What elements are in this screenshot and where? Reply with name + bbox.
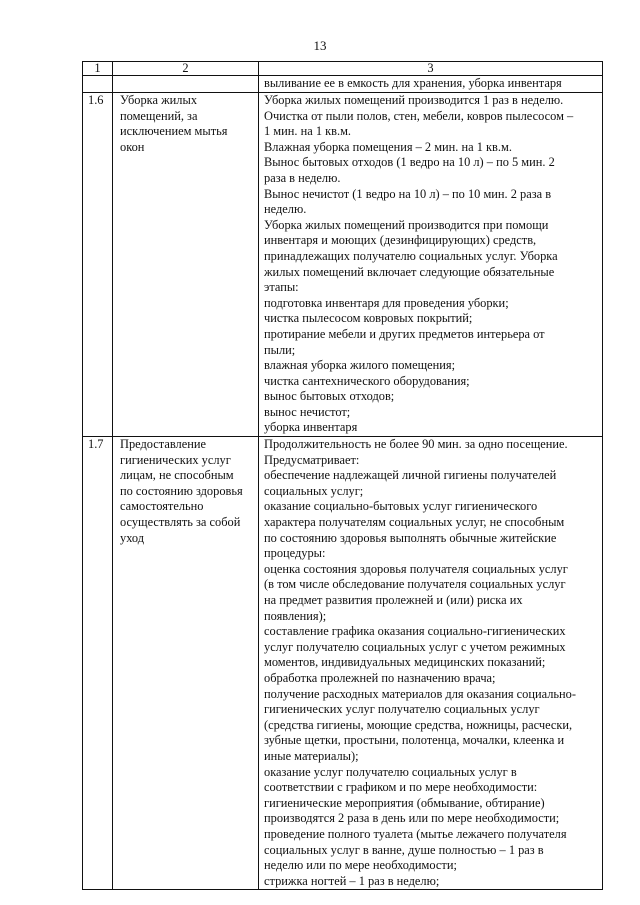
description-line: чистка сантехнического оборудования;: [264, 373, 470, 388]
description-line: протирание мебели и других предметов интерьера от: [264, 326, 545, 341]
description-line: социальных услуг;: [264, 483, 364, 498]
description-line: неделю.: [264, 202, 307, 217]
description-line: гигиенические мероприятия (обмывание, обтирание): [264, 795, 545, 810]
description-line: услуг получателю социальных услуг с учетом режимных: [264, 639, 566, 654]
description-line: моментов, индивидуальных медицинских показаний;: [264, 655, 546, 670]
services-table: [82, 61, 603, 890]
description-line: Предусматривает:: [264, 452, 360, 467]
description-line: появления);: [264, 608, 327, 623]
table-header-row: [83, 62, 603, 76]
description-line: вынос бытовых отходов;: [264, 389, 395, 404]
continuation-row: [83, 76, 603, 93]
continuation-text: выливание ее в емкость для хранения, уборка инвентаря: [259, 76, 603, 93]
description-line: оценка состояния здоровья получателя социальных услуг: [264, 561, 568, 576]
description-line: Уборка жилых помещений производится 1 раз в неделю.: [264, 93, 564, 107]
description-line: инвентаря и моющих (дезинфицирующих) средств,: [264, 233, 537, 248]
description-line: 1 мин. на 1 кв.м.: [264, 124, 352, 139]
header-cell-1: 1: [83, 62, 113, 76]
description-line: зубные щетки, простыни, полотенца, мочалки, клеенка и: [264, 733, 565, 748]
description-line: Уборка жилых помещений производится при помощи: [264, 217, 549, 232]
description-line: этапы:: [264, 280, 299, 295]
description-line: оказание социально-бытовых услуг гигиенического: [264, 499, 538, 514]
row-number: 1.6: [83, 93, 113, 437]
description-line: составление графика оказания социально-гигиенических: [264, 624, 566, 639]
description-line: процедуры:: [264, 546, 326, 561]
description-line: (в том числе обследование получателя социальных услуг: [264, 577, 566, 592]
description-line: жилых помещений включает следующие обязательные: [264, 264, 555, 279]
description-line: оказание услуг получателю социальных услуг в: [264, 764, 517, 779]
service-description: [259, 437, 603, 890]
description-line: пыли;: [264, 342, 296, 357]
page-number: 13: [313, 38, 327, 53]
description-line: (средства гигиены, моющие средства, ножницы, расчески,: [264, 717, 573, 732]
description-line: характера получателям социальных услуг, не способным: [264, 515, 565, 530]
row-number: 1.7: [83, 437, 113, 890]
description-line: социальных услуг в ванне, душе полностью – 1 раз в: [264, 842, 544, 857]
description-line: влажная уборка жилого помещения;: [264, 358, 456, 373]
description-line: Вынос бытовых отходов (1 ведро на 10 л) – по 5 мин. 2: [264, 155, 555, 170]
description-line: производятся 2 раза в день или по мере необходимости;: [264, 811, 560, 826]
description-line: обработка пролежней по назначению врача;: [264, 670, 496, 685]
service-description: [259, 93, 603, 437]
description-line: получение расходных материалов для оказания социально-: [264, 686, 577, 701]
description-line: подготовка инвентаря для проведения уборки;: [264, 295, 509, 310]
header-cell-2: 2: [113, 62, 259, 76]
description-line: гигиенических услуг получателю социальных услуг: [264, 702, 540, 717]
description-line: Очистка от пыли полов, стен, мебели, ковров пылесосом –: [264, 108, 574, 123]
description-line: соответствии с графиком и по мере необходимости:: [264, 780, 538, 795]
service-name: Предоставление гигиенических услуг лицам, не способным по состоянию здоровья самостоятельно осуществлять за собой уход: [120, 437, 243, 545]
description-line: уборка инвентаря: [264, 420, 358, 435]
description-line: вынос нечистот;: [264, 404, 351, 419]
description-line: раза в неделю.: [264, 170, 341, 185]
description-line: проведение полного туалета (мытье лежачего получателя: [264, 826, 567, 841]
description-line: иные материалы);: [264, 748, 359, 763]
description-line: Вынос нечистот (1 ведро на 10 л) – по 10 мин. 2 раза в: [264, 186, 552, 201]
description-line: чистка пылесосом ковровых покрытий;: [264, 311, 473, 326]
table-row: [83, 437, 603, 890]
description-line: по состоянию здоровья выполнять обычные житейские: [264, 530, 557, 545]
table-row: [83, 93, 603, 437]
description-line: неделю или по мере необходимости;: [264, 858, 457, 873]
service-name: Уборка жилых помещений, за исключением мытья окон: [120, 93, 228, 154]
description-line: Влажная уборка помещения – 2 мин. на 1 кв.м.: [264, 139, 512, 154]
description-line: обеспечение надлежащей личной гигиены получателей: [264, 468, 557, 483]
description-line: стрижка ногтей – 1 раз в неделю;: [264, 873, 440, 888]
description-line: принадлежащих получателю социальных услуг. Уборка: [264, 248, 558, 263]
description-line: Продолжительность не более 90 мин. за одно посещение.: [264, 437, 568, 452]
header-cell-3: 3: [259, 62, 603, 76]
description-line: на предмет развития пролежней и (или) риска их: [264, 593, 523, 607]
